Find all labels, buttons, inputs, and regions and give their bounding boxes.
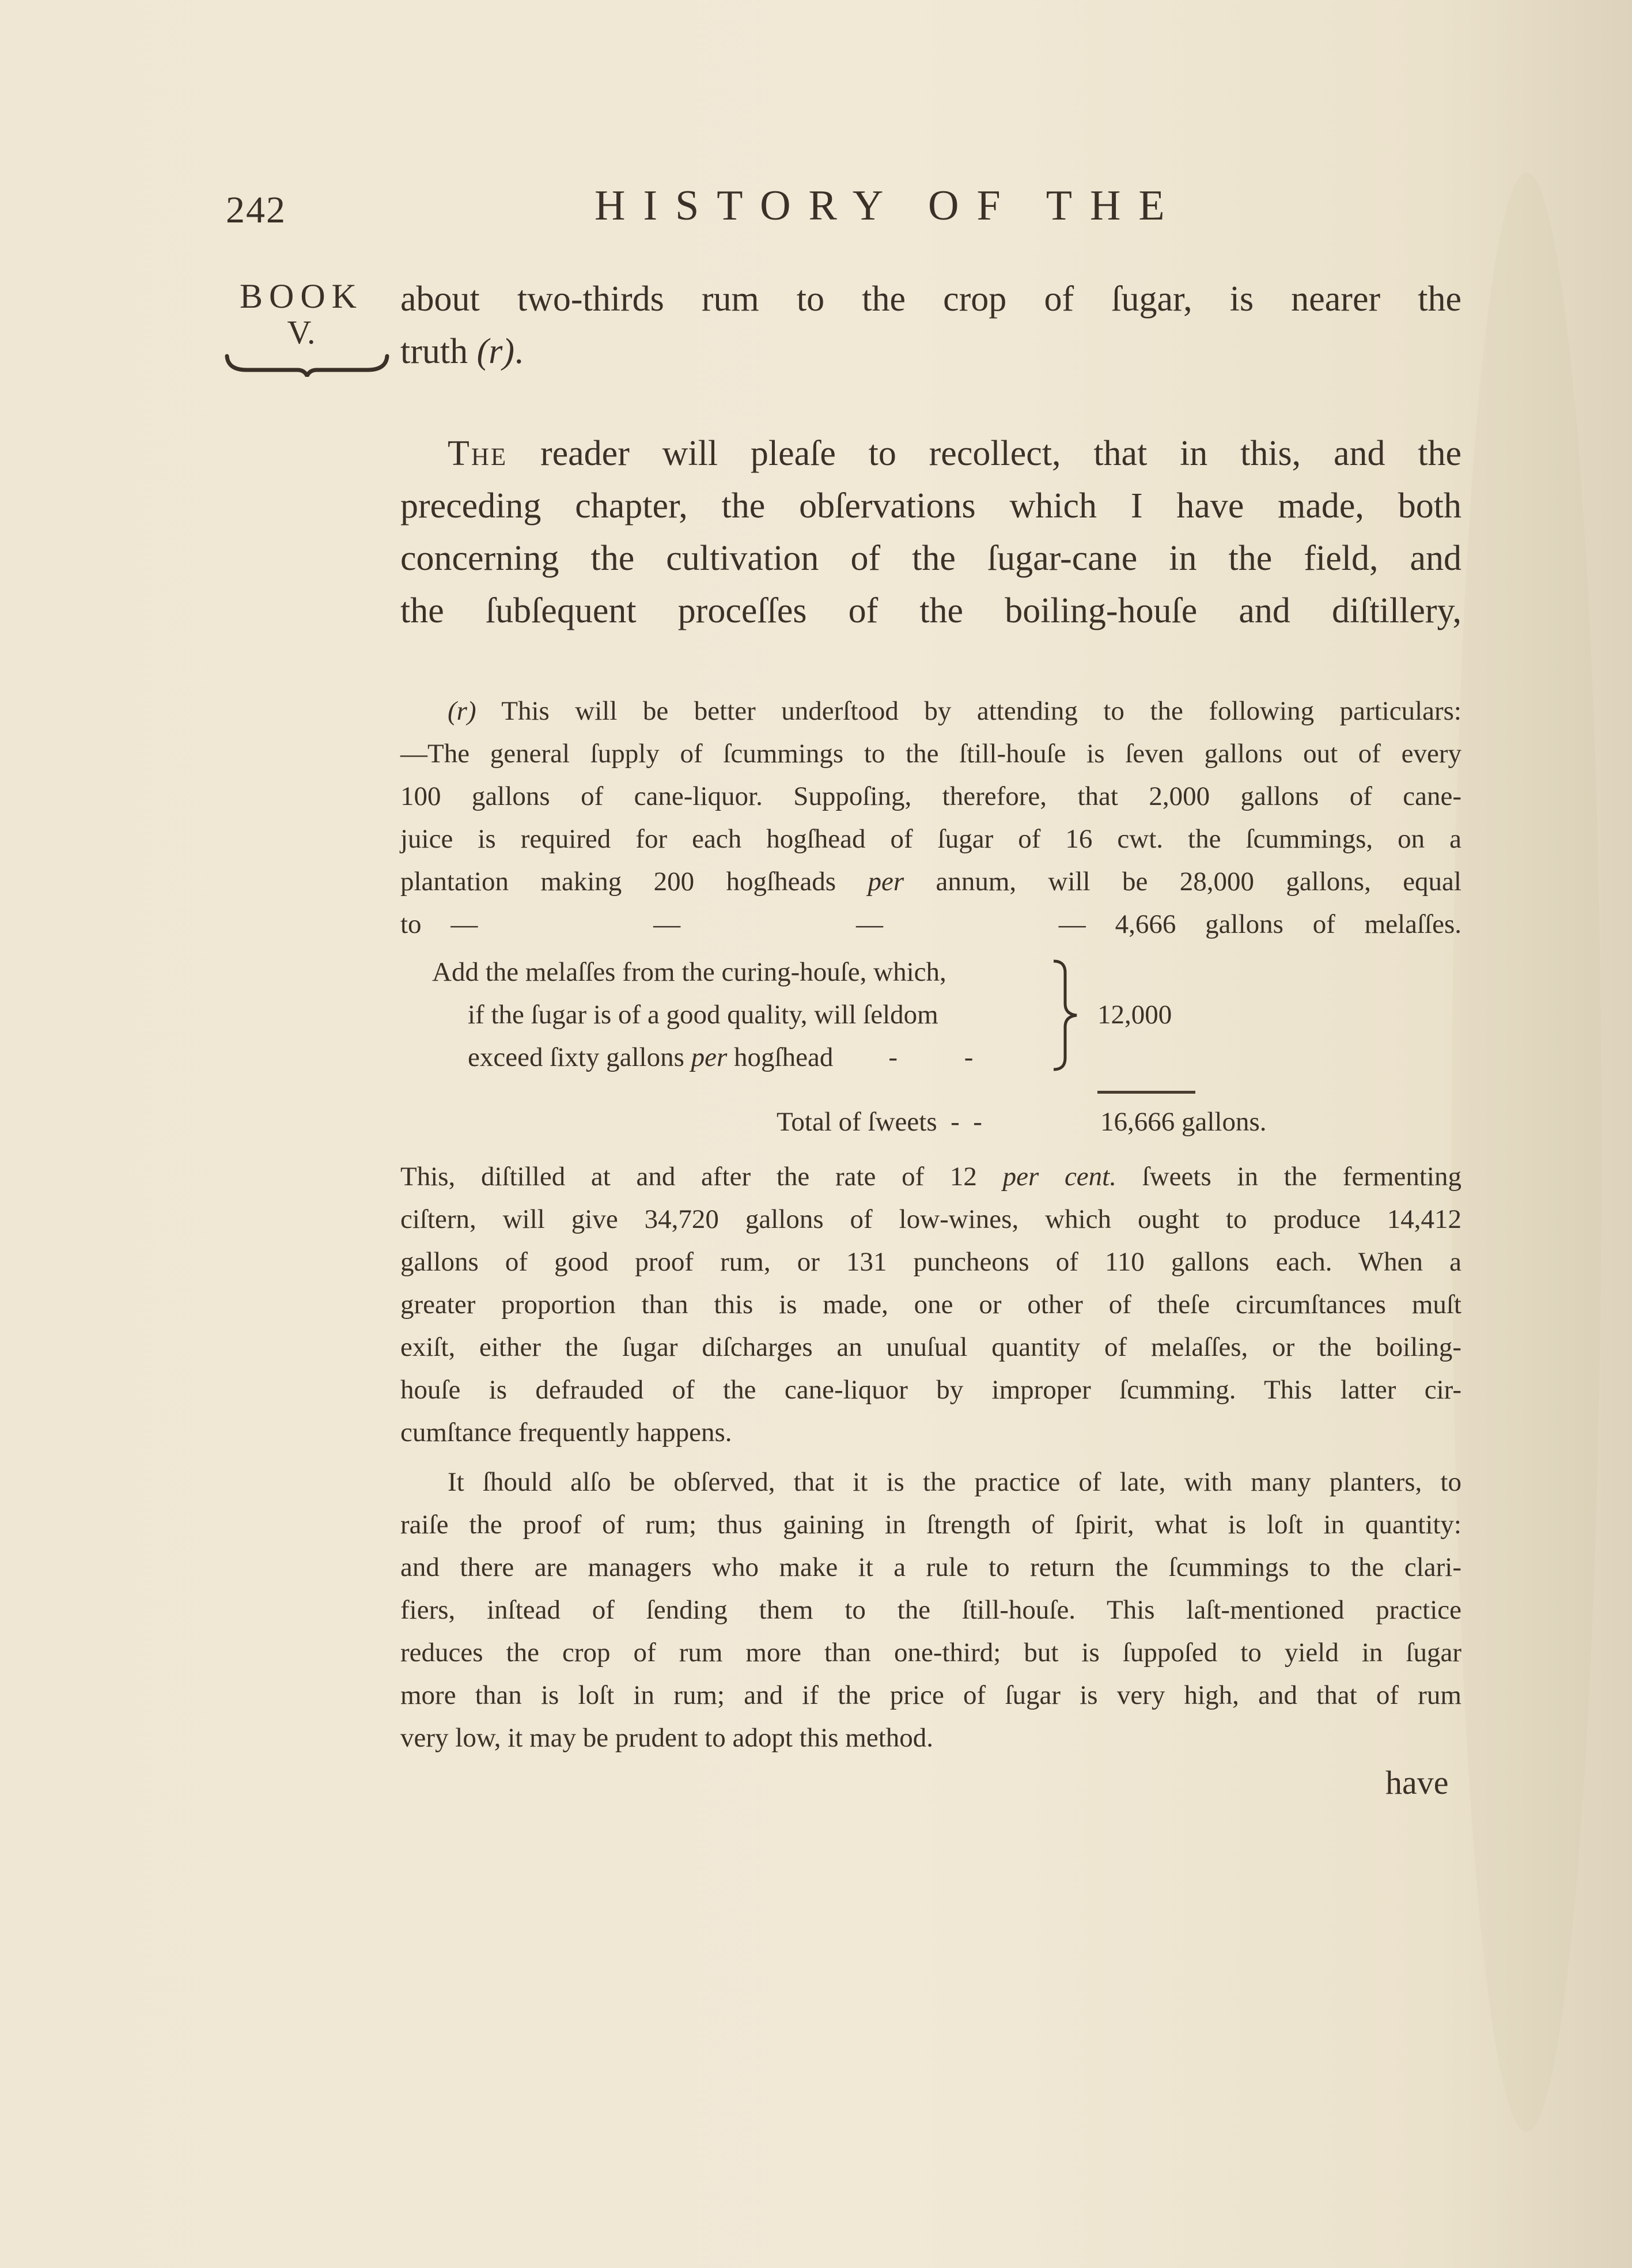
- text-fragment: per: [868, 867, 904, 897]
- text-fragment: This will be better underſtood by attending to the following particulars:: [476, 696, 1461, 726]
- note-line: houſe is defrauded of the cane-liquor by improper ſcumming. This latter cir-: [400, 1375, 1461, 1405]
- text-fragment: ſweets in the fermenting: [1116, 1162, 1461, 1192]
- running-title: HISTORY OF THE: [595, 182, 1183, 229]
- text-fragment: plantation making 200 hogſheads: [400, 867, 868, 897]
- margin-brace-icon: [224, 353, 391, 377]
- note-line: cumſtance frequently happens.: [400, 1418, 732, 1447]
- text-fragment: .: [514, 332, 524, 371]
- leader-dashes: - -: [888, 1042, 1004, 1072]
- text-fragment: per cent.: [1002, 1162, 1116, 1192]
- note-line: greater proportion than this is made, one or other of theſe circumſtances muſt: [400, 1290, 1461, 1320]
- total-value: 16,666 gallons.: [1100, 1107, 1267, 1137]
- note-line: reduces the crop of rum more than one-third; but is ſuppoſed to yield in ſugar: [400, 1638, 1461, 1668]
- note-line: raiſe the proof of rum; thus gaining in ſtrength of ſpirit, what is loſt in quantity:: [400, 1510, 1461, 1540]
- text-line: concerning the cultivation of the ſugar-cane in the field, and: [400, 539, 1461, 578]
- note-line: gallons of good proof rum, or 131 puncheons of 110 gallons each. When a: [400, 1247, 1461, 1277]
- note-line: It ſhould alſo be obſerved, that it is the practice of late, with many planters, to: [448, 1467, 1461, 1497]
- paragraph-1: [400, 273, 1461, 378]
- text-line: [400, 326, 1461, 378]
- note-line: [400, 1155, 1461, 1198]
- text-line: [400, 428, 1461, 480]
- text-fragment: reader will pleaſe to recollect, that in this, and the: [508, 434, 1461, 473]
- text-fragment: annum, will be 28,000 gallons, equal: [904, 867, 1461, 897]
- curing-house-value: 12,000: [1097, 1000, 1172, 1030]
- footnote-paragraph-2: [400, 1461, 1461, 1759]
- footnote-marker: (r): [448, 696, 476, 726]
- note-line: Add the melaſſes from the curing-houſe, which,: [432, 957, 946, 987]
- text-line: about two-thirds rum to the crop of ſugar, is nearer the: [400, 279, 1461, 319]
- footnote-reference: (r): [476, 332, 515, 371]
- footnote: [400, 690, 1461, 946]
- footnote-continued: [400, 1155, 1461, 1454]
- leader-dashes: — — — —: [450, 909, 1086, 939]
- note-line: [432, 1036, 1239, 1079]
- text-fragment: exceed ſixty gallons: [468, 1042, 691, 1072]
- note-line: [400, 903, 1461, 946]
- text-line: the ſubſequent proceſſes of the boiling-houſe and diſtillery,: [400, 591, 1461, 630]
- note-line: ciſtern, will give 34,720 gallons of low-wines, which ought to produce 14,412: [400, 1204, 1461, 1234]
- text-fragment: to: [400, 909, 422, 939]
- text-fragment: per: [691, 1042, 728, 1072]
- text-fragment: truth: [400, 332, 477, 371]
- text-fragment: 4,666 gallons of melaſſes.: [1115, 909, 1462, 939]
- note-line: exiſt, either the ſugar diſcharges an unuſual quantity of melaſſes, or the boiling-: [400, 1332, 1461, 1362]
- note-line: more than is loſt in rum; and if the price of ſugar is very high, and that of rum: [400, 1680, 1461, 1710]
- page-header: [0, 182, 1632, 233]
- note-line: —The general ſupply of ſcummings to the ſtill-houſe is ſeven gallons out of every: [400, 739, 1461, 769]
- note-line: [400, 690, 1461, 732]
- note-line: [400, 860, 1461, 903]
- note-line: very low, it may be prudent to adopt this method.: [400, 1723, 934, 1753]
- page-number: 242: [226, 189, 286, 231]
- note-line: fiers, inſtead of ſending them to the ſtill-houſe. This laſt-mentioned practice: [400, 1595, 1461, 1625]
- margin-note-volume: V.: [287, 313, 316, 351]
- sum-rule: [1097, 1091, 1195, 1094]
- lead-word: The: [448, 434, 508, 473]
- right-brace-icon: [1051, 958, 1080, 1073]
- total-label: Total of ſweets - -: [777, 1107, 982, 1137]
- margin-note-book: BOOK: [239, 277, 363, 315]
- catchword: have: [1385, 1764, 1449, 1801]
- page-shadow: [1452, 173, 1601, 2132]
- note-line: 100 gallons of cane-liquor. Suppoſing, therefore, that 2,000 gallons of cane-: [400, 781, 1461, 811]
- note-line: if the ſugar is of a good quality, will ſeldom: [468, 1000, 938, 1030]
- paragraph-2: [400, 428, 1461, 637]
- note-line: juice is required for each hogſhead of ſugar of 16 cwt. the ſcummings, on a: [400, 824, 1461, 854]
- text-line: preceding chapter, the obſervations which I have made, both: [400, 486, 1461, 526]
- curing-house-entry: [432, 951, 1239, 1083]
- margin-note: [224, 277, 379, 377]
- note-line: and there are managers who make it a rule to return the ſcummings to the clari-: [400, 1552, 1461, 1582]
- text-fragment: hogſhead: [727, 1042, 834, 1072]
- text-fragment: This, diſtilled at and after the rate of 12: [400, 1162, 1003, 1192]
